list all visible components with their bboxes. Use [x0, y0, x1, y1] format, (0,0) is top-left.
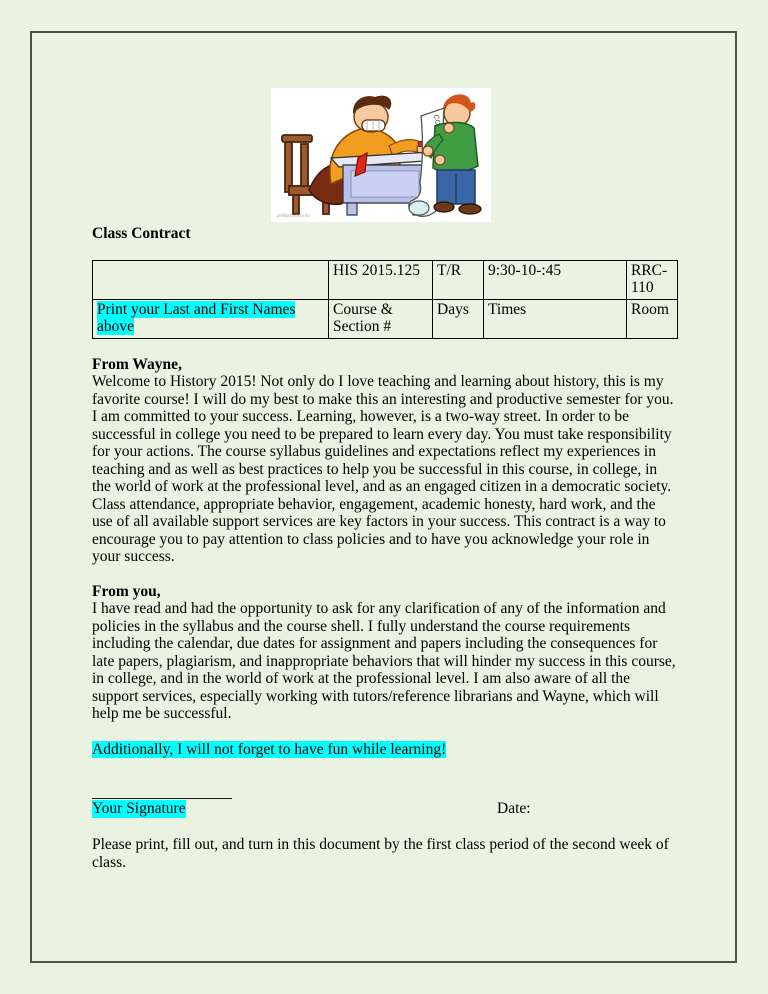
table-row	[93, 260, 678, 299]
cell-course-label: Course & Section #	[329, 299, 433, 338]
highlighted-name-instruction: Print your Last and First Names above	[97, 300, 296, 335]
cell-course-value: HIS 2015.125	[329, 260, 433, 299]
page-title: Class Contract	[92, 225, 191, 242]
contract-clipart-svg	[271, 88, 491, 222]
signature-line	[92, 785, 232, 799]
from-wayne-paragraph: Welcome to History 2015! Not only do I love teaching and learning about history, this is my favorite course! I will do my best to make this an interesting and productive semester for you. I am committed to your success. Learning, however, is a two-way street. In order to be successful in college you need to be prepared to learn every day. You must take responsibility for your actions. The course syllabus guidelines and expectations reflect my experiences in teaching and as well as best practices to help you be successful in this course, in college, in the world of work at the professional level, and as an engaged citizen in a democratic society. Class attendance, appropriate behavior, engagement, academic honesty, hard work, and the use of all available support services are key factors in your success. This contract is a way to encourage you to pay attention to class policies and to have you acknowledge your role in your success.	[92, 373, 674, 565]
signature-label: Your Signature	[92, 800, 186, 817]
from-you-paragraph: I have read and had the opportunity to ask for any clarification of any of the information and policies in the syllabus and the course shell. I fully understand the course requirements including the calendar, due dates for assignment and papers including the consequences for late papers, plagiarism, and inappropriate behaviors that will hinder my success in this course, in college, and in the world of work at the professional level. I am also aware of all the support services, especially working with tutors/reference librarians and Wayne, which will help me be successful.	[92, 600, 676, 722]
cell-days-label: Days	[433, 299, 484, 338]
signature-row	[92, 800, 677, 818]
document-content	[92, 88, 677, 871]
table-row	[93, 299, 678, 338]
cell-name-label	[93, 299, 329, 338]
clipart-watermark: phillipmartin.info	[277, 213, 310, 218]
cell-times-label: Times	[484, 299, 627, 338]
course-info-table	[92, 260, 678, 339]
footer-instruction: Please print, fill out, and turn in this document by the first class period of the second week of class.	[92, 836, 669, 871]
cell-times-value: 9:30-10-:45	[484, 260, 627, 299]
cell-room-label: Room	[627, 299, 678, 338]
cell-name-blank	[93, 260, 329, 299]
contract-signing-image	[271, 88, 491, 222]
highlighted-fun-note: Additionally, I will not forget to have fun while learning!	[92, 740, 447, 758]
from-you-heading: From you,	[92, 582, 161, 600]
from-wayne-heading: From Wayne,	[92, 355, 182, 373]
cell-days-value: T/R	[433, 260, 484, 299]
cell-room-value: RRC-110	[627, 260, 678, 299]
date-label: Date:	[497, 800, 531, 817]
fun-note	[92, 741, 677, 759]
